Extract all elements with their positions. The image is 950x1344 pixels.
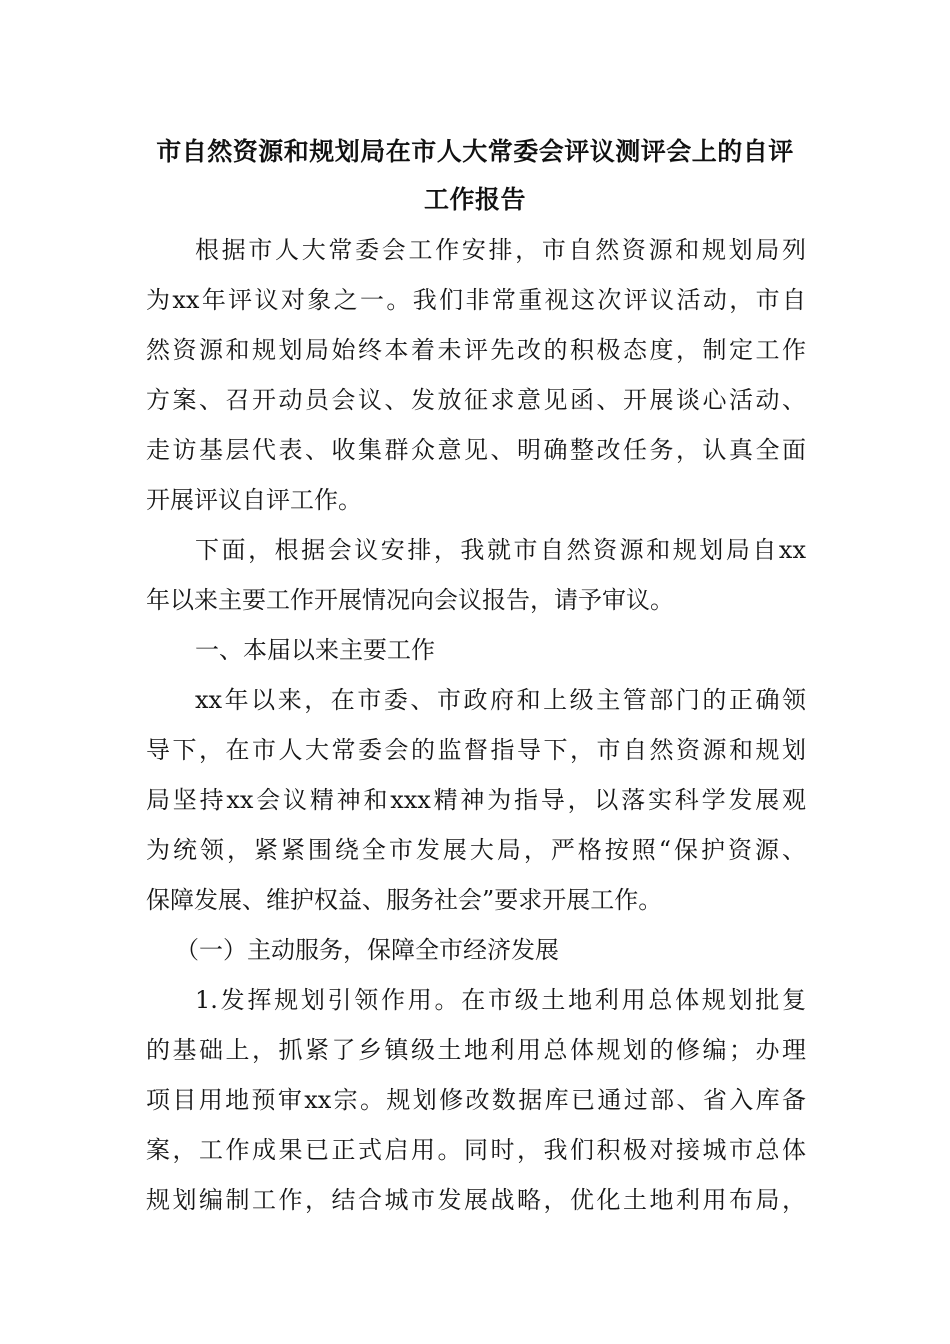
body-line: 然资源和规划局始终本着未评先改的积极态度，制定工作 (146, 336, 806, 364)
body-line: 开展评议自评工作。 (146, 486, 362, 514)
body-line: 为统领，紧紧围绕全市发展大局，严格按照“保护资源、 (146, 836, 806, 864)
body-line: 年以来主要工作开展情况向会议报告，请予审议。 (146, 586, 674, 614)
body-line: 的基础上，抓紧了乡镇级土地利用总体规划的修编；办理 (146, 1036, 806, 1064)
body-line: 规划编制工作，结合城市发展战略，优化土地利用布局， (146, 1186, 806, 1214)
body-line: 局坚持xx会议精神和xxx精神为指导，以落实科学发展观 (146, 786, 806, 814)
body-line: 为xx年评议对象之一。我们非常重视这次评议活动，市自 (146, 286, 806, 314)
body-line: 1.发挥规划引领作用。在市级土地利用总体规划批复 (195, 986, 806, 1014)
body-line: 案，工作成果已正式启用。同时，我们积极对接城市总体 (146, 1136, 806, 1164)
body-line: 根据市人大常委会工作安排，市自然资源和规划局列 (195, 236, 806, 264)
body-line: 下面，根据会议安排，我就市自然资源和规划局自xx (195, 536, 806, 564)
subsection-heading: （一）主动服务，保障全市经济发展 (175, 936, 559, 964)
body-line: 走访基层代表、收集群众意见、明确整改任务，认真全面 (146, 436, 806, 464)
document-title-line-1: 市自然资源和规划局在市人大常委会评议测评会上的自评 (156, 137, 794, 166)
body-line: 保障发展、维护权益、服务社会”要求开展工作。 (146, 886, 663, 914)
body-line: 项目用地预审xx宗。规划修改数据库已通过部、省入库备 (146, 1086, 806, 1114)
document-title-line-2: 工作报告 (423, 185, 526, 214)
body-line: 导下，在市人大常委会的监督指导下，市自然资源和规划 (146, 736, 806, 764)
body-line: 方案、召开动员会议、发放征求意见函、开展谈心活动、 (146, 386, 806, 414)
section-heading: 一、本届以来主要工作 (195, 636, 435, 664)
body-line: xx年以来，在市委、市政府和上级主管部门的正确领 (195, 686, 806, 714)
